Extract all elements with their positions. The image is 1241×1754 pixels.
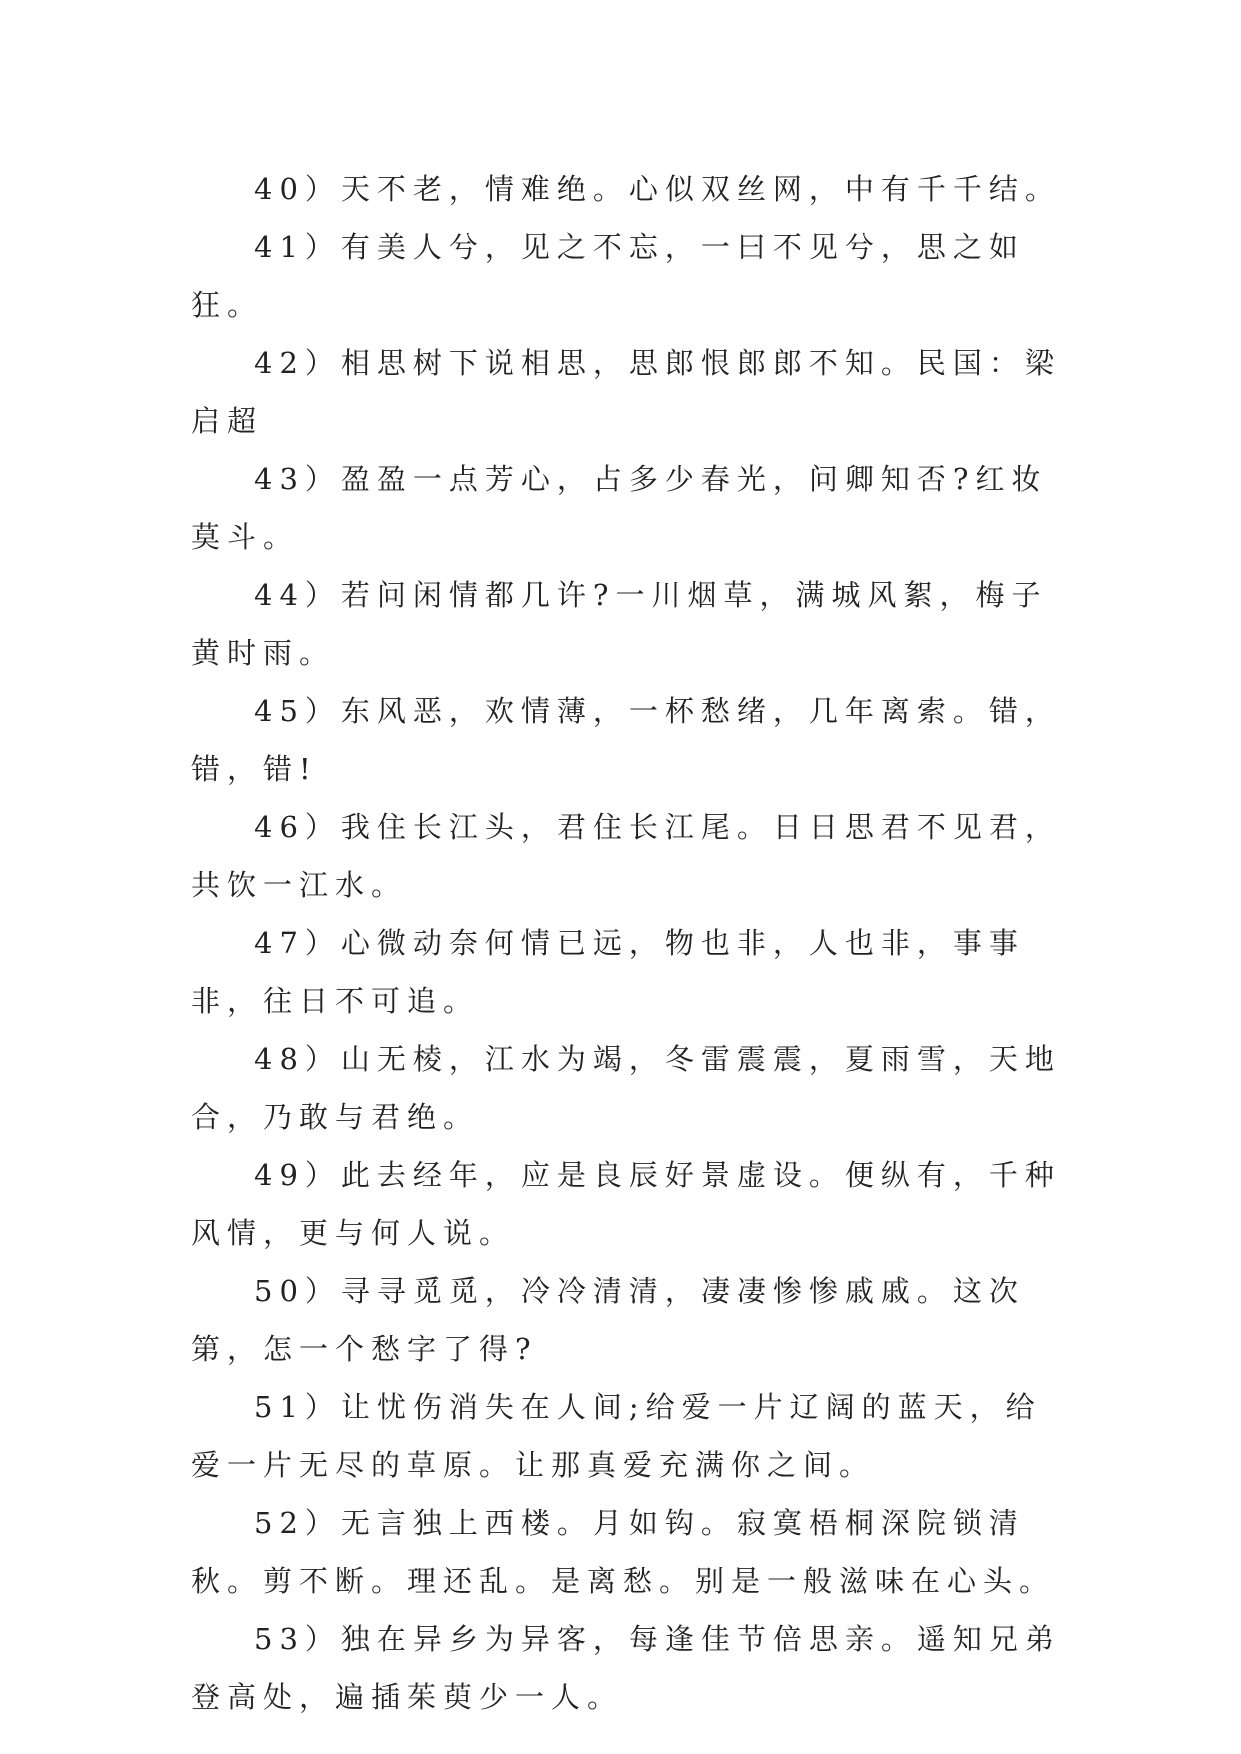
poem-entry-42: 42）相思树下说相思，思郎恨郎郎不知。民国：梁启超	[191, 346, 1061, 438]
poem-entry-45: 45）东风恶，欢情薄，一杯愁绪，几年离索。错，错，错!	[191, 694, 1061, 786]
poem-entry-44: 44）若问闲情都几许?一川烟草，满城风絮，梅子黄时雨。	[191, 578, 1048, 670]
poem-entry-51: 51）让忧伤消失在人间;给爱一片辽阔的蓝天，给爱一片无尽的草原。让那真爱充满你之间。	[191, 1390, 1042, 1482]
poem-entry-43: 43）盈盈一点芳心，占多少春光，问卿知否?红妆莫斗。	[191, 462, 1048, 554]
poem-entry-52: 52）无言独上西楼。月如钩。寂寞梧桐深院锁清秋。剪不断。理还乱。是离愁。别是一般滋味在心头。	[191, 1506, 1056, 1598]
poem-entry-50: 50）寻寻觅觅，冷冷清清，凄凄惨惨戚戚。这次第，怎一个愁字了得?	[191, 1274, 1025, 1366]
poem-entry-40: 40）天不老，情难绝。心似双丝网，中有千千结。	[254, 172, 1061, 206]
poem-entry-48: 48）山无棱，江水为竭，冬雷震震，夏雨雪，天地合，乃敢与君绝。	[191, 1042, 1061, 1134]
poem-entry-49: 49）此去经年，应是良辰好景虚设。便纵有，千种风情，更与何人说。	[191, 1158, 1061, 1250]
poem-entry-46: 46）我住长江头，君住长江尾。日日思君不见君，共饮一江水。	[191, 810, 1061, 902]
poem-list	[191, 160, 1071, 1726]
poem-entry-47: 47）心微动奈何情已远，物也非，人也非，事事非，往日不可追。	[191, 926, 1025, 1018]
poem-entry-53: 53）独在异乡为异客，每逢佳节倍思亲。遥知兄弟登高处，遍插茱萸少一人。	[191, 1622, 1061, 1714]
poem-entry-41: 41）有美人兮，见之不忘，一曰不见兮，思之如狂。	[191, 230, 1025, 322]
